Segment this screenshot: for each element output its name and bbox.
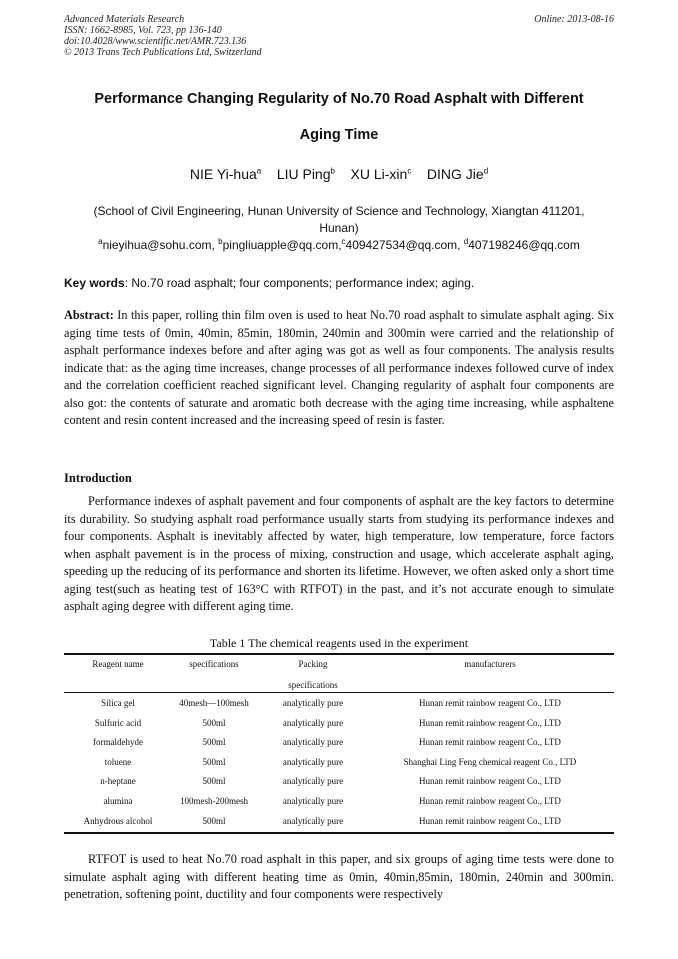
table-cell: analytically pure <box>282 717 344 728</box>
table-cell: Sulfuric acid <box>94 717 142 728</box>
table-row <box>64 737 614 756</box>
running-header <box>64 14 262 58</box>
table-header-cell: manufacturers <box>464 659 516 669</box>
table-body <box>64 698 614 834</box>
affiliation-line-2: Hunan) <box>319 221 359 235</box>
table-cell: Hunan remit rainbow reagent Co., LTD <box>419 776 561 787</box>
table-bottom-rule <box>64 832 614 834</box>
keywords-text: : No.70 road asphalt; four components; performance index; aging. <box>124 276 475 290</box>
abstract-text: In this paper, rolling thin film oven is used to heat No.70 road asphalt to simulate asphalt aging. Six aging time tests of 0min, 40min, 85min, 180min, 240min and 300min were carried and the relationship of asphalt performance indexes before and after aging was got as well as four components. The analysis results indicate that: as the aging time increases, change processes of all performance indexes followed curve of index and the correlation coefficient reached significant level. Changing regularity of asphalt four components are also got: the contents of saturate and aromatic both decrease with the aging time increasing, while asphaltene content and resin content increased and the increasing speed of resin is faster. <box>64 308 614 427</box>
table-cell: Hunan remit rainbow reagent Co., LTD <box>419 796 561 806</box>
table-header-cell: Reagent name <box>92 659 144 669</box>
email: pingliuapple@qq.com, <box>222 238 342 252</box>
table-cell: Silica gel <box>101 698 135 708</box>
copyright-line: © 2013 Trans Tech Publications Ltd, Switzerland <box>64 47 262 58</box>
keywords-label: Key words <box>64 276 125 290</box>
table-row <box>64 796 614 815</box>
table-row <box>64 757 614 776</box>
table-cell: n-heptane <box>100 776 136 787</box>
table-cell: analytically pure <box>282 776 344 787</box>
author: LIU Ping$^b$ <box>276 166 335 182</box>
email: 407198246@qq.com <box>468 238 580 252</box>
table-cell: analytically pure <box>282 698 344 708</box>
intro-paragraph-2: RTFOT is used to heat No.70 road asphalt in this paper, and six groups of aging time tests were done to simulate asphalt aging with different heating time as 0min, 40min,85min, 180min, 240min and 300min. penetration, softening point, ductility and four components were respectively <box>64 852 614 901</box>
table-cell: 500ml <box>202 756 226 767</box>
keywords <box>64 276 474 290</box>
email: 409427534@qq.com, <box>345 238 464 252</box>
table-row <box>64 776 614 795</box>
table-cell: toluene <box>104 756 132 767</box>
author: NIE Yi-hua$^a$ <box>189 166 262 182</box>
journal-name: Advanced Materials Research <box>64 14 185 25</box>
table-cell: alumina <box>103 796 133 806</box>
table-cell: analytically pure <box>282 737 344 748</box>
table-cell: analytically pure <box>282 815 344 826</box>
table-cell: analytically pure <box>282 796 344 806</box>
online-date: Online: 2013-08-16 <box>534 14 614 25</box>
abstract-label: Abstract: <box>64 308 114 322</box>
table-cell: Shanghai Ling Feng chemical reagent Co., LTD <box>403 756 577 767</box>
intro-paragraph-1: Performance indexes of asphalt pavement and four components of asphalt are the key factors to determine its durability. So studying asphalt road performance usually starts from studying its performance indexes and four components. Asphalt is inevitably affected by water, high temperature, low temperature, force factors when asphalt pavement is in the process of mixing, construction and usage, which accelerate asphalt aging, speeding up the reducing of its performance and shorten its lifetime. However, we often asked only a short time aging test(such as heating test of 163°C with RTFOT) in the past, and it’s not accurate enough to simulate asphalt aging degree with different aging time. <box>64 494 614 613</box>
table-cell: formaldehyde <box>93 737 143 748</box>
table-row <box>64 718 614 737</box>
table-header-cell: specifications <box>189 659 239 669</box>
table-cell: Anhydrous alcohol <box>83 815 153 826</box>
table-cell: 100mesh-200mesh <box>180 796 248 806</box>
table-header-cell: Packing <box>298 659 328 669</box>
table-cell: 500ml <box>202 776 226 787</box>
author: DING Jie$^d$ <box>426 166 489 182</box>
table-cell: Hunan remit rainbow reagent Co., LTD <box>419 717 561 728</box>
doi-line: doi:10.4028/www.scientific.net/AMR.723.136 <box>64 36 247 47</box>
section-heading-introduction: Introduction <box>64 471 132 485</box>
table-caption: Table 1 The chemical reagents used in the experiment <box>209 636 469 650</box>
table-header-rule <box>64 692 614 693</box>
author-list <box>0 166 678 182</box>
table-cell: Hunan remit rainbow reagent Co., LTD <box>419 737 561 748</box>
table-cell: 500ml <box>202 815 226 826</box>
table-header-cell: specifications <box>288 680 338 690</box>
table-cell: 500ml <box>202 737 226 748</box>
email-line: $^a$nieyihua@sohu.com, $^b$pingliuapple@qq.com,$^c$409427534@qq.com, $^d$407198246@qq.com <box>98 237 580 252</box>
table-cell: 40mesh—100mesh <box>179 698 249 708</box>
email: nieyihua@sohu.com, <box>102 238 219 252</box>
table-row <box>64 698 614 717</box>
table-cell: analytically pure <box>282 756 344 767</box>
author: XU Li-xin$^c$ <box>350 166 412 182</box>
paper-title-line-1: Performance Changing Regularity of No.70 Road Asphalt with Different <box>94 91 584 107</box>
table-cell: Hunan remit rainbow reagent Co., LTD <box>419 815 561 826</box>
paper-title-line-2: Aging Time <box>299 127 379 143</box>
affiliation-line-1: (School of Civil Engineering, Hunan University of Science and Technology, Xiangtan 411201, <box>93 204 585 218</box>
table-cell: 500ml <box>202 717 226 728</box>
affiliation <box>0 203 678 237</box>
table-cell: Hunan remit rainbow reagent Co., LTD <box>419 698 561 708</box>
abstract <box>64 307 614 430</box>
issn-line: ISSN: 1662-8985, Vol. 723, pp 136-140 <box>64 25 222 36</box>
